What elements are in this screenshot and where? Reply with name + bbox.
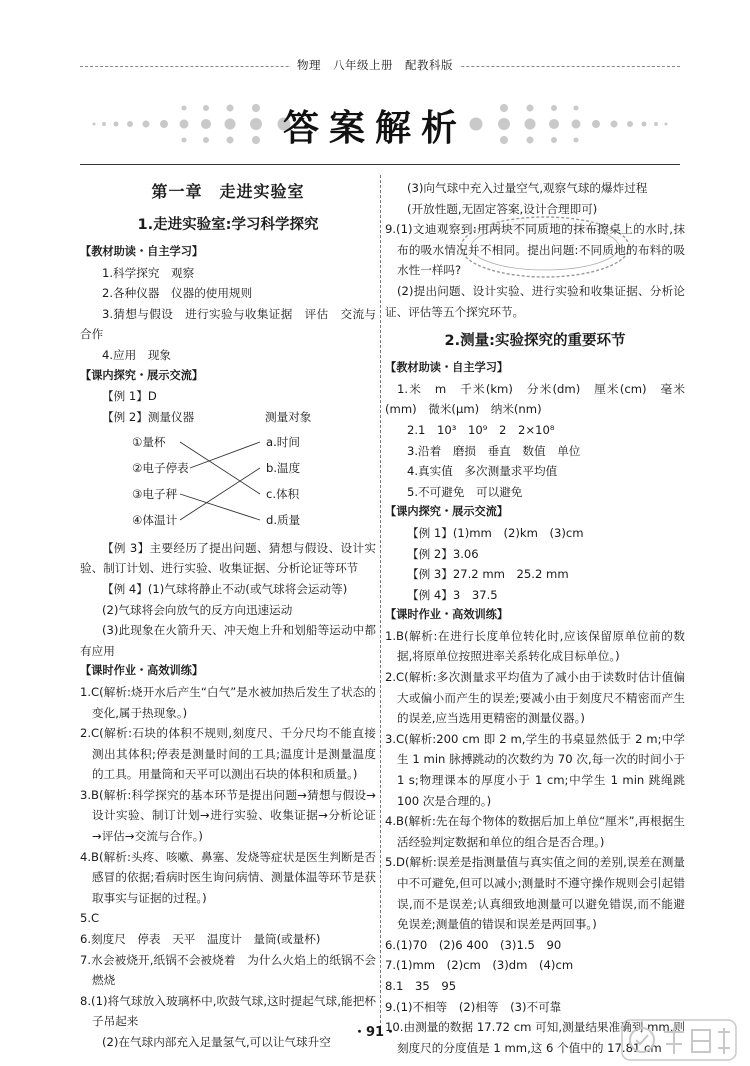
homework-answer: 3.B(解析:科学探究的基本环节是提出问题→猜想与假设→设计实验、制订计划→进行实验、收集证据→分析论证→评估→交流与合作。) bbox=[80, 787, 376, 844]
example-line: 【例 2】测量仪器 bbox=[102, 409, 195, 424]
homework-answer: 7.(1)mm (2)cm (3)dm (4)cm bbox=[385, 958, 574, 973]
example-line: 【例 4】3 37.5 bbox=[407, 587, 498, 602]
block-label: 【课内探究・展示交流】 bbox=[80, 368, 204, 382]
block-label: 【课时作业・高效训练】 bbox=[385, 608, 509, 622]
banner-rule bbox=[80, 164, 680, 165]
answer-line: 5.不可避免 可以避免 bbox=[407, 484, 523, 499]
match-right-item: c.体积 bbox=[266, 486, 300, 501]
homework-answer: 8.(1)将气球放入玻璃杯中,吹鼓气球,这时提起气球,能把杯子吊起来 bbox=[80, 993, 376, 1029]
homework-answer: (开放性题,无固定答案,设计合理即可) bbox=[407, 201, 598, 216]
answer-line: 2.1 10³ 10⁹ 2 2×10⁸ bbox=[407, 422, 555, 437]
homework-answer: (3)向气球中充入过量空气,观察气球的爆炸过程 bbox=[407, 181, 648, 195]
matching-lines bbox=[80, 430, 376, 534]
homework-answer: 9.(1)不相等 (2)相等 (3)不可靠 bbox=[385, 999, 562, 1014]
homework-answer: 5.C bbox=[80, 911, 100, 926]
stamp-graphic bbox=[455, 212, 635, 282]
example-line: 【例 1】D bbox=[102, 389, 157, 404]
match-left-item: ④体温计 bbox=[132, 512, 178, 527]
homework-answer: 3.C(解析:200 cm 即 2 m,学生的书桌显然低于 2 m;中学生 1 min 脉搏跳动的次数约为 70 次,每一次的时间小于 1 s;物理课本的厚度小于 1 cm;中学生 1 min 跳绳跳 100 次是合理的。) bbox=[385, 731, 685, 808]
match-left-item: ③电子秤 bbox=[132, 486, 178, 501]
chapter-title: 第一章 走进实验室 bbox=[151, 182, 305, 201]
block-label: 【教材助读・自主学习】 bbox=[385, 361, 509, 375]
answer-line: 1.米 m 千米(km) 分米(dm) 厘米(cm) 毫米(mm) 微米(μm) 纳米(nm) bbox=[385, 381, 685, 417]
match-right-item: d.质量 bbox=[266, 512, 301, 527]
homework-answer: 2.C(解析:多次测量求平均值为了减小由于读数时估计值偏大或偏小而产生的误差;要减小由于刻度尺不精密而产生的误差,应当选用更精密的测量仪器。) bbox=[385, 670, 685, 726]
answer-line: 3.沿着 磨损 垂直 数值 单位 bbox=[407, 443, 581, 458]
homework-answer: 9.(1)文迪观察到:用两块不同质地的抹布擦桌上的水时,抹布的吸水情况并不相同。提出问题:不同质地的布料的吸水性一样吗? bbox=[385, 222, 685, 278]
homework-answer: 1.B(解析:在进行长度单位转化时,应该保留原单位前的数据,将原单位按照进率关系转化成目标单位。) bbox=[385, 628, 685, 664]
match-right-item: b.温度 bbox=[266, 460, 301, 475]
homework-answer: (2)在气球内部充入足量氢气,可以让气球升空 bbox=[102, 1035, 331, 1049]
match-right-item: a.时间 bbox=[266, 434, 300, 449]
column-divider bbox=[380, 175, 381, 1033]
banner-title: 答案解析 bbox=[282, 107, 467, 149]
example-line: 【例 1】(1)mm (2)km (3)cm bbox=[407, 525, 584, 540]
running-head: 物理 八年级上册 配教科版 bbox=[0, 57, 750, 73]
block-label: 【课时作业・高效训练】 bbox=[80, 664, 204, 678]
match-left-item: ②电子停表 bbox=[132, 460, 189, 475]
example-line: 【例 2】3.06 bbox=[407, 546, 479, 561]
homework-answer: (2)提出问题、设计实验、进行实验和收集证据、分析论证、评估等五个探究环节。 bbox=[385, 283, 685, 319]
section-title: 1.走进实验室:学习科学探究 bbox=[137, 217, 319, 233]
answer-line: 4.真实值 多次测量求平均值 bbox=[407, 464, 558, 479]
block-label: 【课内探究・展示交流】 bbox=[385, 505, 509, 519]
homework-answer: 5.D(解析:误差是指测量值与真实值之间的差别,误差在测量中不可避免,但可以减小;测量时不遵守操作规则会引起错误,而不是误差;认真细致地测量可以避免错误,而不能避免误差;测量值的错误和误差是两回事。) bbox=[385, 855, 685, 932]
example-line: (2)气球将会向放气的反方向迅速运动 bbox=[102, 602, 293, 617]
match-left-item: ①量杯 bbox=[132, 434, 166, 449]
homework-answer: 4.B(解析:头疼、咳嗽、鼻塞、发烧等症状是医生判断是否感冒的依据;看病时医生询问病情、测量体温等环节是获取事实与证据的过程。) bbox=[80, 849, 376, 905]
homework-answer: 8.1 35 95 bbox=[385, 978, 457, 993]
homework-answer: 6.刻度尺 停表 天平 温度计 量筒(或量杯) bbox=[80, 932, 321, 947]
example-line: 【例 3】27.2 mm 25.2 mm bbox=[407, 567, 569, 582]
answer-line: 1.科学探究 观察 bbox=[102, 265, 195, 280]
example-line: 【例 3】主要经历了提出问题、猜想与假设、设计实验、制订计划、进行实验、收集证据、分析论证等环节 bbox=[80, 540, 376, 576]
block-label: 【教材助读・自主学习】 bbox=[80, 245, 204, 258]
homework-answer: 2.C(解析:石块的体积不规则,刻度尺、千分尺均不能直接测出其体积;停表是测量时间的工具;温度计是测量温度的工具。用量筒和天平可以测出石块的体积和质量。) bbox=[80, 726, 376, 782]
homework-answer: 7.水会被烧开,纸锅不会被烧着 为什么火焰上的纸锅不会燃烧 bbox=[80, 952, 376, 988]
answer-line: 3.猜想与假设 进行实验与收集证据 评估 交流与合作 bbox=[80, 306, 376, 342]
matching-diagram bbox=[80, 430, 376, 534]
homework-answer: 1.C(解析:烧开水后产生“白气”是水被加热后发生了状态的变化,属于热现象。) bbox=[80, 684, 376, 720]
page-number: ・91・ bbox=[352, 1025, 398, 1040]
answer-line: 2.各种仪器 仪器的使用规则 bbox=[102, 286, 253, 301]
section-title: 2.测量:实验探究的重要环节 bbox=[444, 333, 626, 350]
homework-answer: 4.B(解析:先在每个物体的数据后加上单位“厘米”,再根据生活经验判定数据和单位的组合是否合理。) bbox=[385, 814, 685, 849]
match-column-label: 测量对象 bbox=[265, 409, 312, 424]
right-column bbox=[385, 178, 685, 1058]
homework-answer: 6.(1)70 (2)6 400 (3)1.5 90 bbox=[385, 937, 562, 952]
left-column bbox=[80, 178, 376, 1053]
example-line: (3)此现象在火箭升天、冲天炮上升和划船等运动中都有应用 bbox=[80, 623, 376, 658]
answer-line: 4.应用 现象 bbox=[102, 347, 172, 362]
example-line: 【例 4】(1)气球将静止不动(或气球将会运动等) bbox=[102, 581, 348, 596]
example-2-header bbox=[80, 407, 376, 428]
homework-answer: 10.由测量的数据 17.72 cm 可知,测量结果准确到 mm,则刻度尺的分度值是 1 mm,这 6 个值中的 17.81 cm bbox=[385, 1020, 685, 1055]
